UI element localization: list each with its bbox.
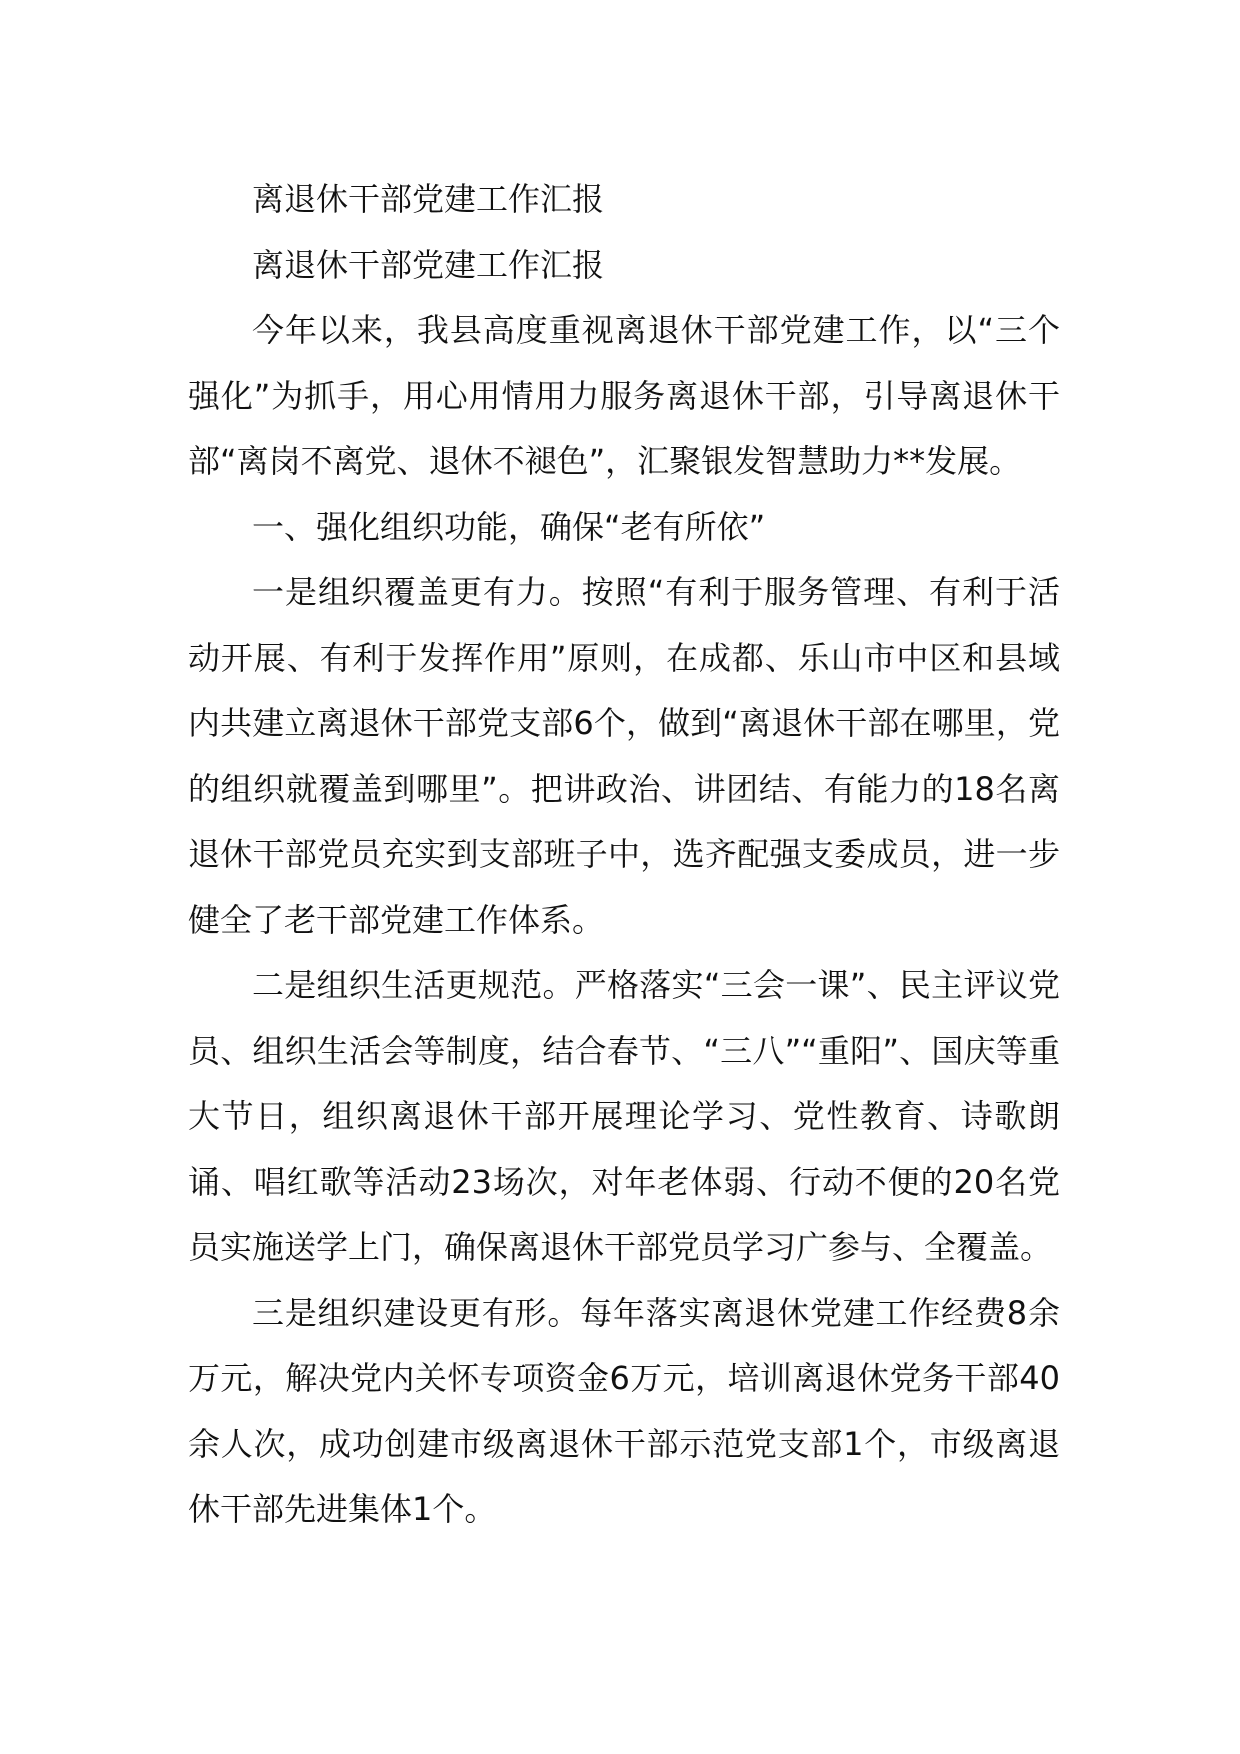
body-paragraph: 二是组织生活更规范。严格落实“三会一课”、民主评议党员、组织生活会等制度，结合春节、“三八”“重阳”、国庆等重大节日，组织离退休干部开展理论学习、党性教育、诗歌朗诵、唱红歌等活动23场次，对年老体弱、行动不便的20名党员实施送学上门，确保离退休干部党员学习广参与、全覆盖。 [188,966,1060,1266]
section-heading: 一、强化组织功能，确保“老有所依” [252,507,766,546]
body-paragraph: 三是组织建设更有形。每年落实离退休党建工作经费8余万元，解决党内关怀专项资金6万元，培训离退休党务干部40余人次，成功创建市级离退休干部示范党支部1个，市级离退休干部先进集体1个。 [188,1293,1060,1528]
document-title-repeat: 离退休干部党建工作汇报 [252,245,605,284]
document-body [188,167,1060,1543]
body-paragraph: 一是组织覆盖更有力。按照“有利于服务管理、有利于活动开展、有利于发挥作用”原则，在成都、乐山市中区和县域内共建立离退休干部党支部6个，做到“离退休干部在哪里，党的组织就覆盖到哪里”。把讲政治、讲团结、有能力的18名离退休干部党员充实到支部班子中，选齐配强支委成员，进一步健全了老干部党建工作体系。 [188,573,1060,939]
intro-paragraph: 今年以来，我县高度重视离退休干部党建工作，以“三个强化”为抓手，用心用情用力服务离退休干部，引导离退休干部“离岗不离党、退休不褪色”，汇聚银发智慧助力**发展。 [188,311,1060,480]
document-title: 离退休干部党建工作汇报 [252,180,605,218]
